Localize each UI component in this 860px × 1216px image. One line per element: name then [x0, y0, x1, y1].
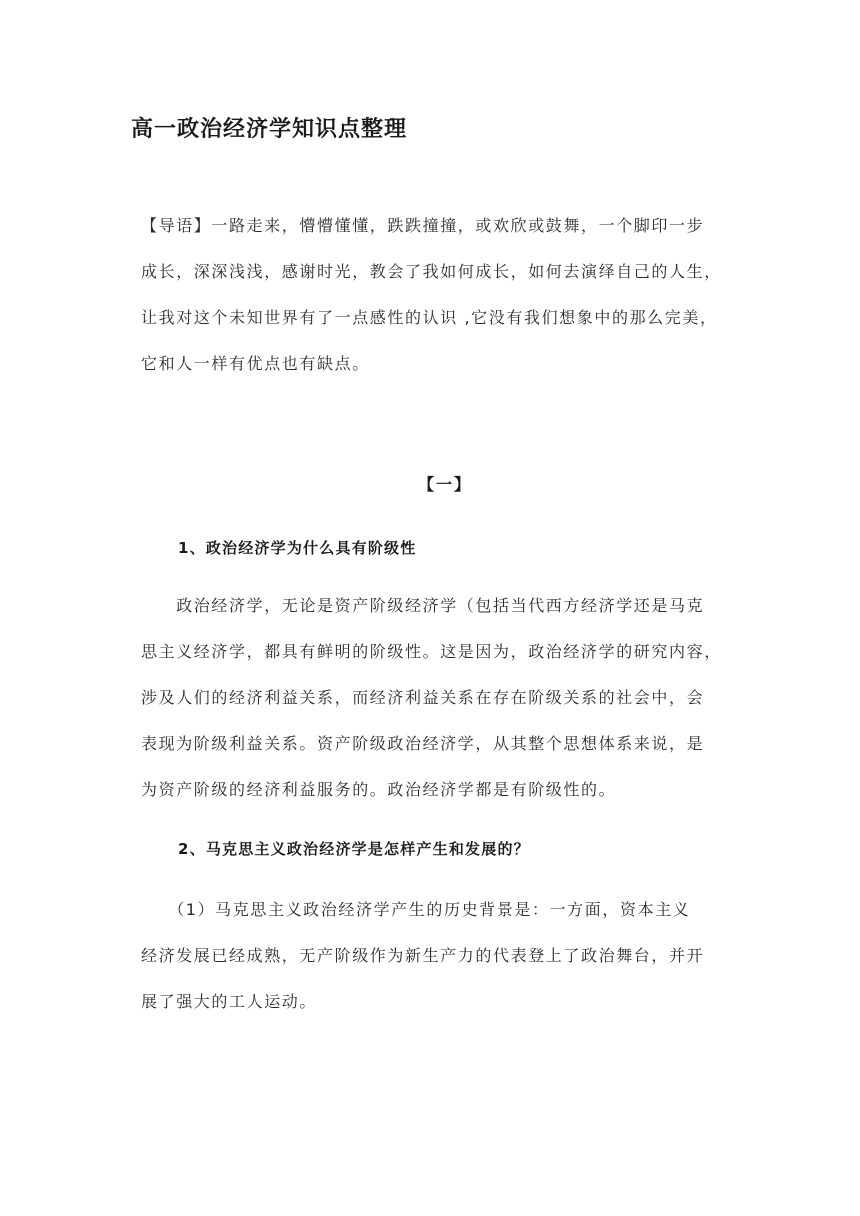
question-1-heading: 1、政治经济学为什么具有阶级性: [178, 539, 417, 557]
answer-line: 表现为阶级利益关系。资产阶级政治经济学，从其整个思想体系来说，是: [141, 734, 705, 753]
intro-line: 【导语】一路走来，懵懵懂懂，跌跌撞撞，或欢欣或鼓舞，一个脚印一步: [141, 216, 705, 235]
question-2-answer: [141, 895, 741, 1033]
answer-line: 展了强大的工人运动。: [141, 992, 318, 1011]
intro-paragraph: [141, 211, 741, 395]
answer-line: 涉及人们的经济利益关系，而经济利益关系在存在阶级关系的社会中，会: [141, 688, 705, 707]
question-2-heading: 2、马克思主义政治经济学是怎样产生和发展的？: [178, 840, 530, 858]
intro-line: 让我对这个未知世界有了一点感性的认识 ,它没有我们想象中的那么完美，: [141, 308, 718, 327]
section-marker: 【一】: [417, 475, 472, 494]
intro-line: 它和人一样有优点也有缺点。: [141, 354, 370, 373]
intro-line: 成长，深深浅浅，感谢时光，教会了我如何成长，如何去演绎自己的人生，: [141, 262, 722, 281]
answer-line: 为资产阶级的经济利益服务的。政治经济学都是有阶级性的。: [141, 780, 617, 799]
answer-line: 思主义经济学，都具有鲜明的阶级性。这是因为，政治经济学的研究内容，: [141, 642, 722, 661]
answer-line: 经济发展已经成熟，无产阶级作为新生产力的代表登上了政治舞台，并开: [141, 946, 705, 965]
document-title: 高一政治经济学知识点整理: [131, 117, 408, 142]
answer-line: 政治经济学，无论是资产阶级经济学（包括当代西方经济学还是马克: [141, 596, 705, 615]
question-1-answer: [141, 591, 741, 821]
answer-line: （1）马克思主义政治经济学产生的历史背景是：一方面，资本主义: [141, 900, 691, 919]
